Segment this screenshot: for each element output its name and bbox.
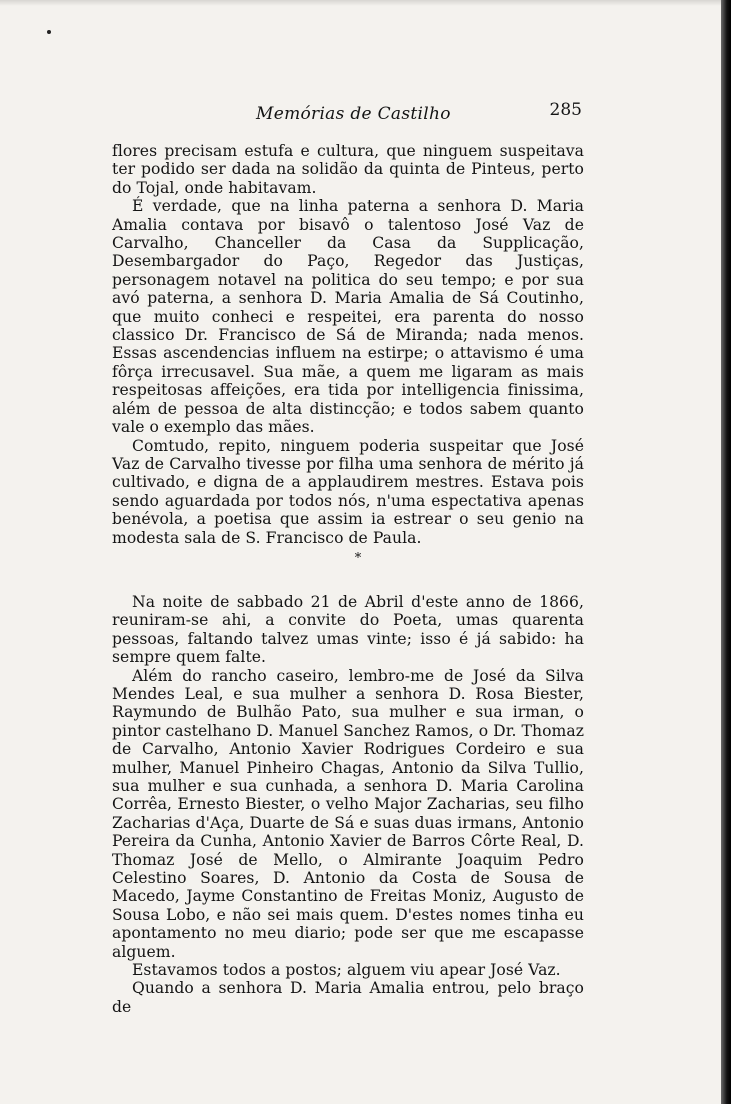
paragraph-expectation: Comtudo, repito, ninguem poderia suspeitar que José Vaz de Carvalho tivesse por filha uma senhora de mérito já cultivado, e digna de a applaudirem mestres. Estava pois sendo aguardada por todos nós, n'uma espectativa apenas benévola, a poetisa que assim ia estrear o seu genio na modesta sala de S. Francisco de Paula.: [112, 436, 584, 547]
paragraph-ancestry: É verdade, que na linha paterna a senhora D. Maria Amalia contava por bisavô o talentoso José Vaz de Carvalho, Chanceller da Casa da Supplicação, Desembargador do Paço, Regedor das Justiças, personagem notavel na politica do seu tempo; e por sua avó paterna, a senhora D. Maria Amalia de Sá Coutinho, que muito conheci e respeitei, era parenta do nosso classico Dr. Francisco de Sá de Miranda; nada menos. Essas ascendencias influem na estirpe; o attavismo é uma fôrça irrecusavel. Sua mãe, a quem me ligaram as mais respeitosas affeições, era tida por intelligencia finissima, além de pessoa de alta distincção; e todos sabem quanto vale o exemplo das mães.: [112, 197, 584, 437]
section-separator: *: [354, 550, 362, 566]
body-text: [112, 142, 584, 1016]
ink-speck: [47, 30, 51, 34]
paragraph-arrival: Estavamos todos a postos; alguem viu apear José Vaz.: [132, 961, 561, 980]
running-title: Memórias de Castilho: [256, 104, 451, 124]
scan-right-edge: [721, 0, 731, 1104]
paragraph-continuation: flores precisam estufa e cultura, que ninguem suspeitava ter podido ser dada na solidão da quinta de Pinteus, perto do Tojal, onde habitavam.: [112, 142, 584, 197]
paragraph-entrance: Quando a senhora D. Maria Amalia entrou, pelo braço de: [112, 979, 584, 1016]
paragraph-guest-list: Além do rancho caseiro, lembro-me de José da Silva Mendes Leal, e sua mulher a senhora D. Rosa Biester, Raymundo de Bulhão Pato, sua mulher e sua irman, o pintor castelhano D. Manuel Sanchez Ramos, o Dr. Thomaz de Carvalho, Antonio Xavier Rodrigues Cordeiro e sua mulher, Manuel Pinheiro Chagas, Antonio da Silva Tullio, sua mulher e sua cunhada, a senhora D. Maria Carolina Corrêa, Ernesto Biester, o velho Major Zacharias, seu filho Zacharias d'Aça, Duarte de Sá e suas duas irmans, Antonio Pereira da Cunha, Antonio Xavier de Barros Côrte Real, D. Thomaz José de Mello, o Almirante Joaquim Pedro Celestino Soares, D. Antonio da Costa de Sousa de Macedo, Jayme Constantino de Freitas Moniz, Augusto de Sousa Lobo, e não sei mais quem. D'estes nomes tinha eu apontamento no meu diario; pode ser que me escapasse alguem.: [112, 666, 584, 961]
page-number: 285: [549, 100, 582, 120]
running-head: [112, 100, 582, 128]
paragraph-gathering: Na noite de sabbado 21 de Abril d'este anno de 1866, reuniram-se ahi, a convite do Poeta, umas quarenta pessoas, faltando talvez umas vinte; isso é já sabido: ha sempre quem falte.: [112, 592, 584, 667]
scan-top-shadow: [0, 0, 731, 6]
